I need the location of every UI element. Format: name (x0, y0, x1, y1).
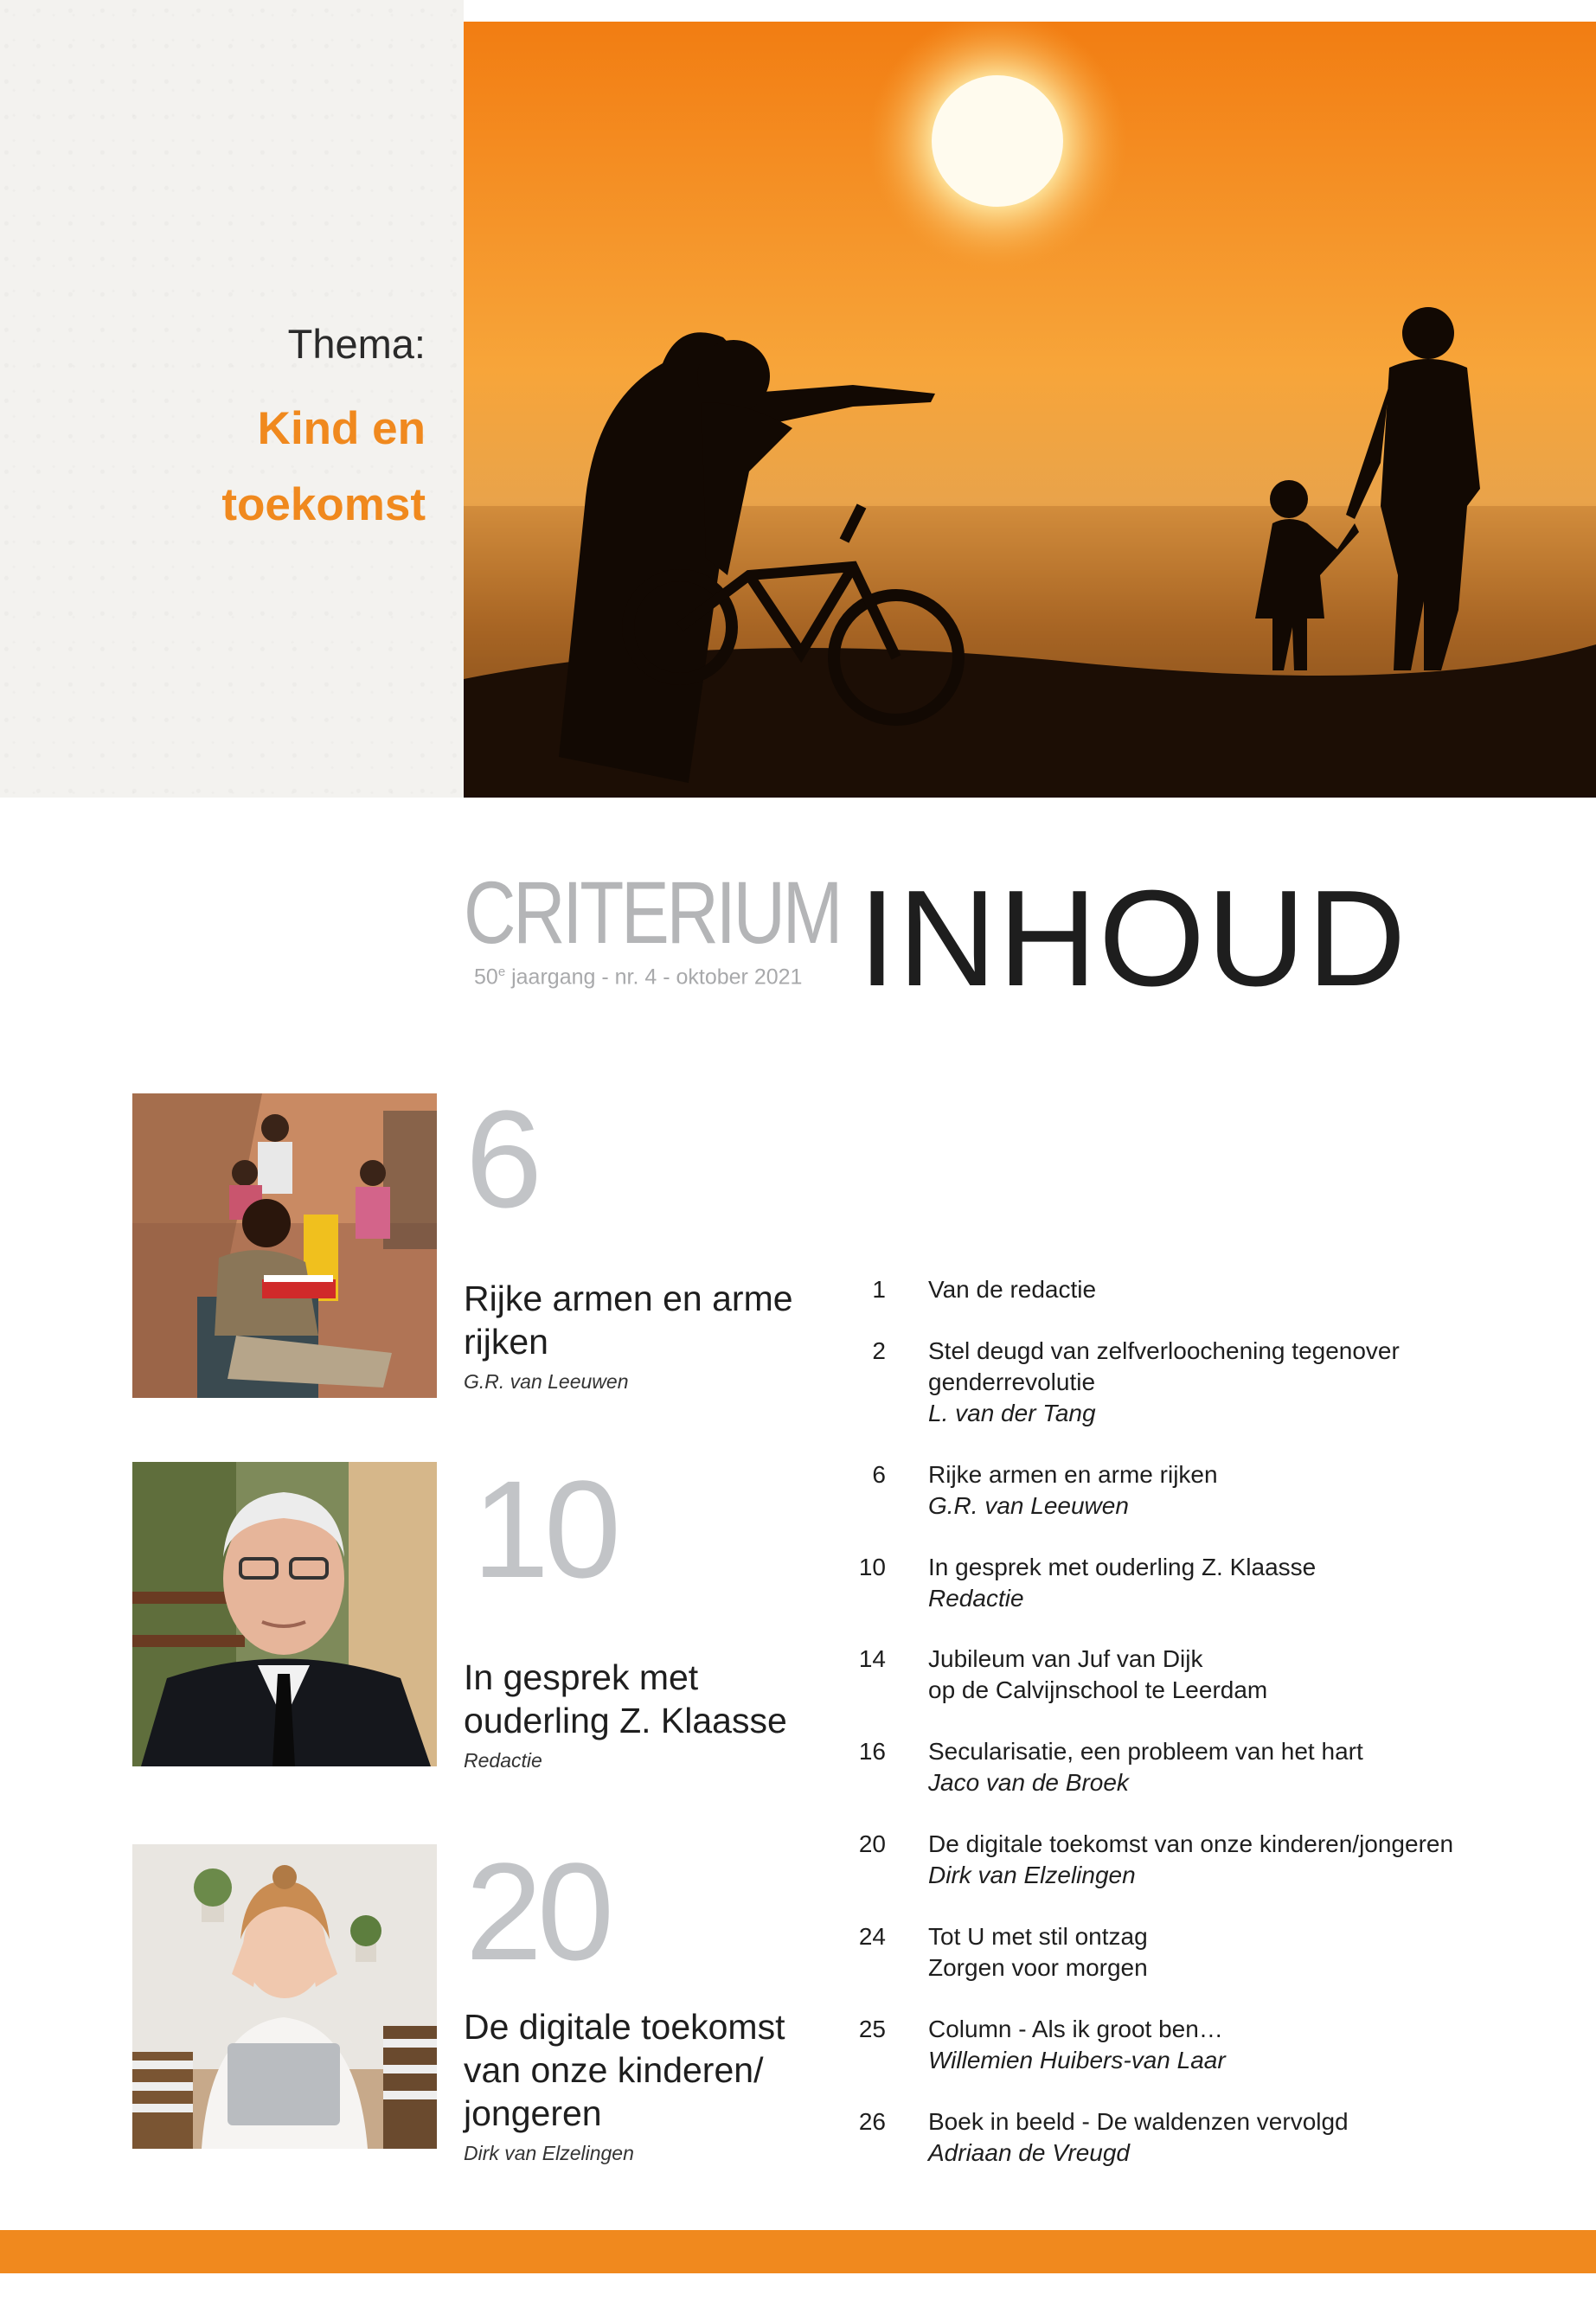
toc-page-number: 25 (858, 2016, 886, 2042)
toc-author: G.R. van Leeuwen (928, 1492, 1129, 1519)
elderly-man-icon (132, 1462, 437, 1766)
toc-entry-text (928, 2014, 1525, 2076)
toc-page-number: 2 (872, 1337, 886, 1364)
feature-author-3: Dirk van Elzelingen (464, 2142, 634, 2164)
feature-title-3[interactable]: De digitale toekomst van onze kinderen/ jongeren (464, 2007, 785, 2133)
footer-accent-bar (0, 2230, 1596, 2273)
feature-author-1: G.R. van Leeuwen (464, 1370, 629, 1393)
issue-details: jaargang - nr. 4 - oktober 2021 (505, 965, 803, 990)
toc-author: Adriaan de Vreugd (928, 2139, 1130, 2166)
toc-author: Dirk van Elzelingen (928, 1862, 1136, 1888)
toc-entry-text (928, 1274, 1525, 1305)
feature-title-2[interactable]: In gesprek met ouderling Z. Klaasse (464, 1657, 787, 1740)
toc-entry-text (928, 1829, 1525, 1891)
theme-label: Thema: (287, 321, 426, 367)
toc-entry-text (928, 1336, 1525, 1429)
feature-number-1: 6 (465, 1081, 537, 1236)
masthead-title: CRITERIUM (464, 863, 841, 962)
feature-author-2: Redactie (464, 1749, 542, 1772)
feature-title-1[interactable]: Rijke armen en arme rijken (464, 1279, 793, 1362)
theme-title (221, 391, 426, 543)
toc-title: Column - Als ik groot ben… (928, 2016, 1223, 2042)
toc-entry-text (928, 1921, 1525, 1984)
toc-title: Boek in beeld - De waldenzen vervolgd (928, 2108, 1349, 2135)
issue-ordinal-suffix: e (497, 965, 506, 979)
toc-entry-text (928, 1552, 1525, 1614)
toc-title: De digitale toekomst van onze kinderen/jongeren (928, 1830, 1454, 1857)
toc-page-number: 6 (872, 1461, 886, 1488)
toc-title: Tot U met stil ontzag (928, 1923, 1148, 1950)
toc-author: L. van der Tang (928, 1400, 1096, 1426)
toc-page-number: 16 (858, 1738, 886, 1765)
feature-thumbnail-2[interactable] (132, 1462, 437, 1766)
toc-page-number: 10 (858, 1554, 886, 1580)
toc-author: Jaco van de Broek (928, 1769, 1129, 1796)
hero-image (464, 22, 1596, 798)
toc-page-number: 24 (858, 1923, 886, 1950)
toc-author: Willemien Huibers-van Laar (928, 2047, 1226, 2073)
toc-title: In gesprek met ouderling Z. Klaasse (928, 1554, 1317, 1580)
toc-title: Stel deugd van zelfverloochening tegenover (928, 1337, 1400, 1364)
sunset-silhouette-icon (464, 22, 1596, 798)
theme-title-line1: Kind en (257, 403, 426, 454)
feature-number-3: 20 (465, 1834, 609, 1989)
toc-title-continued: Zorgen voor morgen (928, 1954, 1148, 1981)
toc-title: Secularisatie, een probleem van het hart (928, 1738, 1363, 1765)
feature-thumbnail-3[interactable] (132, 1844, 437, 2149)
feature-thumbnail-1[interactable] (132, 1093, 437, 1398)
toc-page-number: 26 (858, 2108, 886, 2135)
toc-entry-text (928, 1644, 1525, 1706)
toc-page-number: 14 (858, 1645, 886, 1672)
toc-page-number: 20 (858, 1830, 886, 1857)
toc-title: Jubileum van Juf van Dijk (928, 1645, 1203, 1672)
toc-author: Redactie (928, 1585, 1024, 1612)
theme-title-line2: toekomst (221, 479, 426, 530)
woman-laptop-icon (132, 1844, 437, 2149)
toc-title: Rijke armen en arme rijken (928, 1461, 1218, 1488)
masthead (464, 863, 841, 990)
issue-ordinal: 50 (474, 965, 498, 990)
toc-entry-text (928, 1736, 1525, 1798)
toc-title-continued: op de Calvijnschool te Leerdam (928, 1676, 1268, 1703)
toc-title: Van de redactie (928, 1276, 1097, 1303)
toc-title-continued: genderrevolutie (928, 1368, 1096, 1395)
page-heading: INHOUD (858, 862, 1408, 1015)
masthead-issue (464, 965, 818, 990)
toc-entry-text (928, 1459, 1525, 1522)
toc-page-number: 1 (872, 1276, 886, 1303)
feature-number-2: 10 (472, 1452, 616, 1606)
toc-entry-text (928, 2106, 1525, 2169)
children-classroom-icon (132, 1093, 437, 1398)
